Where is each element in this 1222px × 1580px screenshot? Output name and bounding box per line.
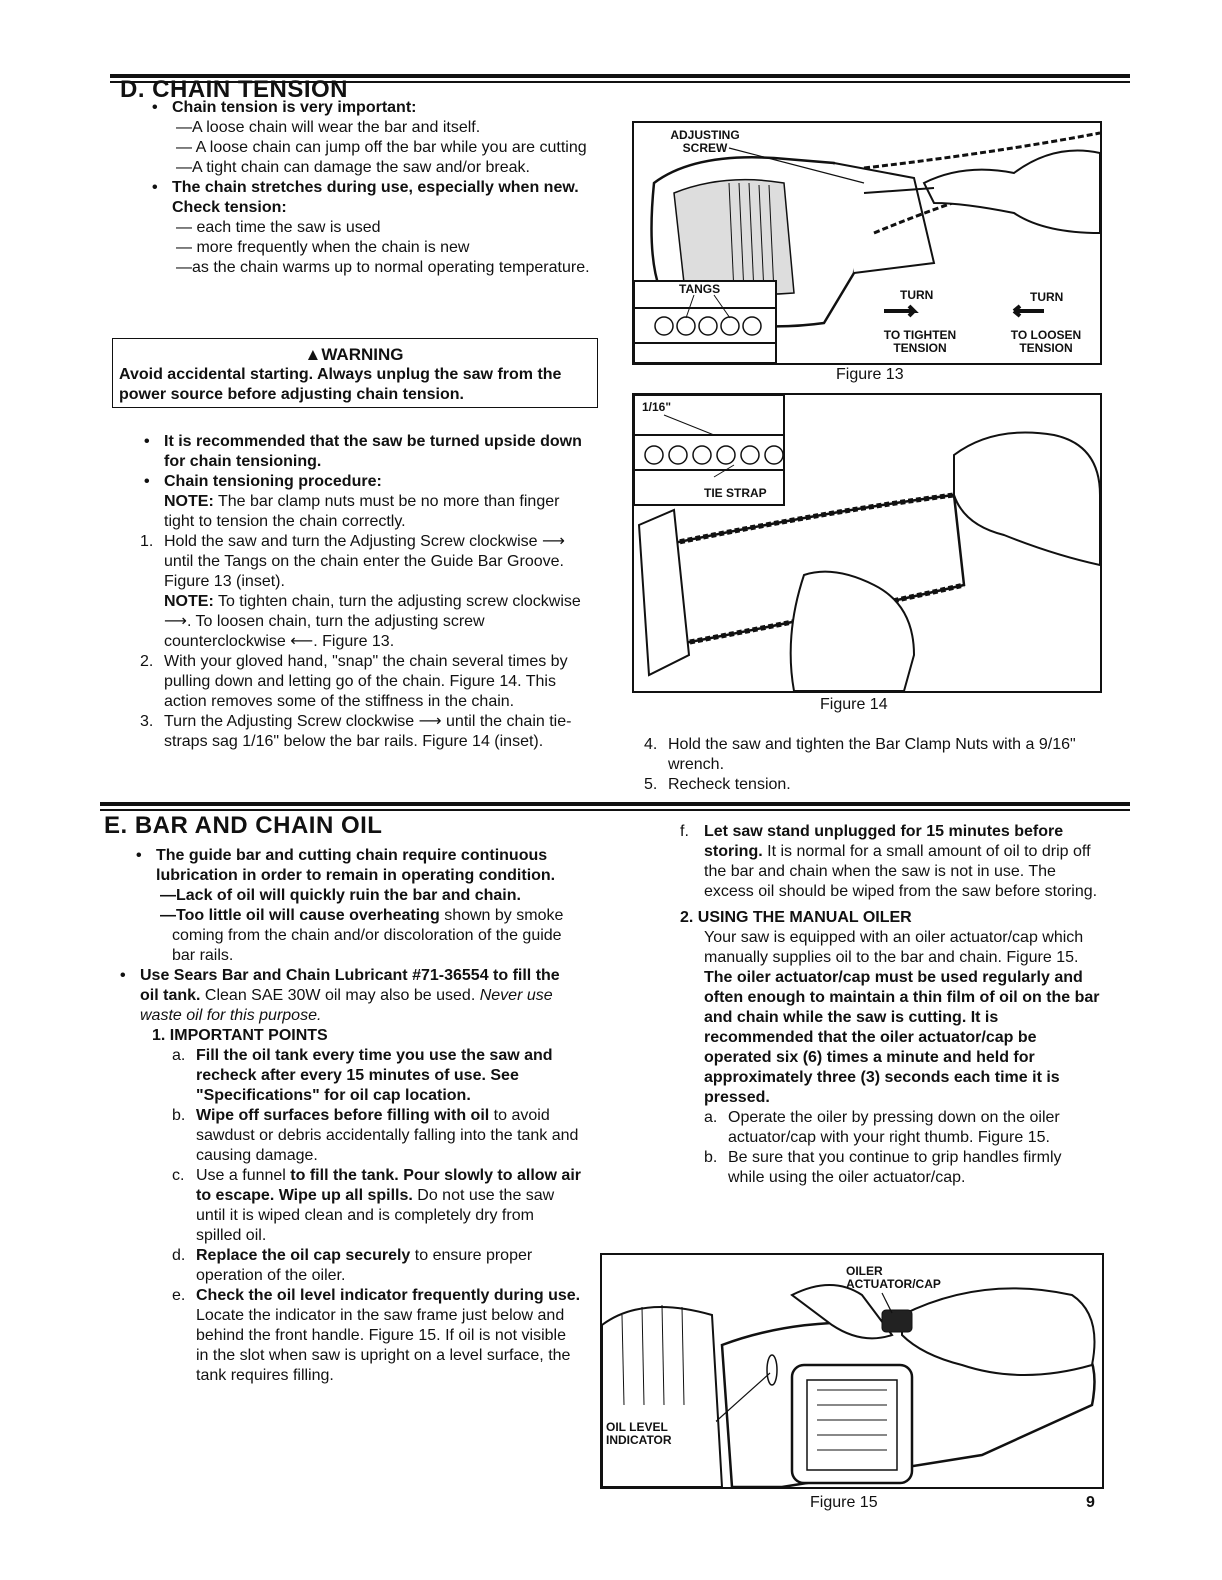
bullet-chain-tension: • Chain tension is very important: (148, 98, 590, 118)
bullet-lubrication: • The guide bar and cutting chain require continuous lubrication in order to remain in operating condition. (132, 846, 582, 886)
item-lack-of-oil: —Lack of oil will quickly ruin the bar and chain. (160, 887, 521, 904)
section-d-title: D. CHAIN TENSION (120, 76, 349, 103)
mid-rule-thin (100, 809, 1130, 811)
point-b: b. Wipe off surfaces before filling with oil to avoid sawdust or debris accidentally falling into the tank and causing damage. (172, 1107, 579, 1164)
warning-text: Avoid accidental starting. Always unplug the saw from the power source before adjusting chain tension. (119, 366, 562, 403)
figure-14-illustration (634, 395, 1100, 691)
label-tie-strap: TIE STRAP (704, 486, 767, 500)
label-to-tighten: TO TIGHTEN TENSION (883, 328, 957, 355)
dash-item: — each time the saw is used (176, 219, 381, 236)
label-to-loosen: TO LOOSEN TENSION (1010, 328, 1082, 355)
mid-rule-thick (100, 802, 1130, 806)
manual-oiler-title: 2. USING THE MANUAL OILER (680, 909, 912, 926)
section-e-right (680, 822, 1100, 1188)
item-too-little-oil: —Too little oil will cause overheating shown by smoke coming from the chain and/or discoloration of the guide bar rails. (160, 907, 564, 964)
bullet-procedure: • Chain tensioning procedure: (140, 472, 592, 492)
figure-15 (600, 1253, 1104, 1489)
dash-item: —A loose chain will wear the bar and itself. (176, 119, 481, 136)
step-4: 4. Hold the saw and tighten the Bar Clamp Nuts with a 9/16" wrench. (644, 736, 1076, 773)
warning-triangle-icon: ▲ (304, 345, 322, 364)
bullet-lubricant: • Use Sears Bar and Chain Lubricant #71-36554 to fill the oil tank. Clean SAE 30W oil may also be used. Never use waste oil for this purpose. (116, 966, 582, 1026)
point-e: e. Check the oil level indicator frequently during use. Locate the indicator in the saw frame just below and behind the front handle. Figure 15. If oil is not visible in the slot when saw is upright on a level surface, the tank requires filling. (172, 1287, 581, 1384)
important-points-title: 1. IMPORTANT POINTS (152, 1027, 328, 1044)
point-d: d. Replace the oil cap securely to ensure proper operation of the oiler. (172, 1247, 533, 1284)
arrow-ccw-icon (1014, 306, 1044, 316)
warning-box (112, 338, 598, 408)
figure-13 (632, 121, 1102, 365)
label-turn-tighten: TURN (900, 288, 934, 302)
step-2: 2. With your gloved hand, "snap" the chain several times by pulling down and letting go of the chain. Figure 14. This action removes some of the stiffness in the chain. (140, 653, 568, 710)
label-adjusting-screw: ADJUSTING SCREW (670, 128, 740, 155)
bullet-chain-stretches: • The chain stretches during use, especially when new. Check tension: (148, 178, 590, 218)
label-oiler-actuator: OILER ACTUATOR/CAP (846, 1264, 941, 1291)
dash-item: —A tight chain can damage the saw and/or break. (176, 159, 530, 176)
section-d-right-steps (644, 735, 1104, 795)
figure-14 (632, 393, 1102, 693)
manual-oiler-text: Your saw is equipped with an oiler actuator/cap which manually supplies oil to the bar and chain. Figure 15. The oiler actuator/cap must be used regularly and often enough to maintain a thin film of oil on the bar and chain while the saw is cutting. It is recommended that the oiler actuator/cap be operated six (6) times a minute and held for approximately three (3) seconds each time it is pressed. (704, 929, 1100, 1106)
arrow-ccw-icon: ⟵ (290, 633, 314, 650)
figure-13-caption: Figure 13 (836, 366, 904, 383)
arrow-cw-icon: ⟶ (164, 613, 187, 630)
label-1-16: 1/16" (642, 400, 672, 414)
warning-heading: ▲WARNING (304, 345, 404, 364)
figure-15-caption: Figure 15 (810, 1494, 878, 1511)
section-d-procedure (140, 432, 592, 752)
manual-a: a. Operate the oiler by pressing down on the oiler actuator/cap with your right thumb. Figure 15. (704, 1109, 1060, 1146)
note-clamp-nuts: NOTE: The bar clamp nuts must be no more than finger tight to tension the chain correctly. (164, 493, 560, 530)
section-e-left (132, 846, 582, 1386)
section-d-intro (148, 98, 590, 278)
step-3: 3. Turn the Adjusting Screw clockwise ⟶ until the chain tie-straps sag 1/16" below the bar rails. Figure 14 (inset). (140, 713, 572, 750)
step-5: 5. Recheck tension. (644, 776, 791, 793)
point-f: f. Let saw stand unplugged for 15 minutes before storing. It is normal for a small amount of oil to drip off the bar and chain when the saw is not in use. The excess oil should be wiped from the saw before storing. (680, 823, 1098, 900)
note-tighten: NOTE: To tighten chain, turn the adjusting screw clockwise ⟶. To loosen chain, turn the adjusting screw counterclockwise ⟵. Figure 13. (164, 593, 581, 650)
point-c: c. Use a funnel to fill the tank. Pour slowly to allow air to escape. Wipe up all spills. Do not use the saw until it is wiped clean and is completely dry from spilled oil. (172, 1167, 581, 1244)
dash-item: — more frequently when the chain is new (176, 239, 470, 256)
section-e-title: E. BAR AND CHAIN OIL (104, 812, 383, 839)
dash-item: — A loose chain can jump off the bar while you are cutting (176, 139, 587, 156)
arrow-cw-icon (884, 306, 914, 316)
step-1: 1. Hold the saw and turn the Adjusting Screw clockwise ⟶ until the Tangs on the chain enter the Guide Bar Groove. Figure 13 (inset). (140, 533, 565, 590)
figure-14-caption: Figure 14 (820, 696, 888, 713)
figure-13-illustration (634, 123, 1100, 363)
page-number: 9 (1086, 1494, 1095, 1511)
bullet-upside-down: • It is recommended that the saw be turned upside down for chain tensioning. (140, 432, 592, 472)
point-a: a. Fill the oil tank every time you use the saw and recheck after every 15 minutes of use. See "Specifications" for oil cap location. (172, 1047, 553, 1104)
manual-b: b. Be sure that you continue to grip handles firmly while using the oiler actuator/cap. (704, 1149, 1062, 1186)
label-turn-loosen: TURN (1030, 290, 1064, 304)
label-oil-level: OIL LEVEL INDICATOR (606, 1421, 716, 1447)
arrow-cw-icon: ⟶ (541, 533, 565, 550)
dash-item: —as the chain warms up to normal operating temperature. (176, 259, 590, 276)
label-tangs: TANGS (679, 282, 721, 296)
arrow-cw-icon: ⟶ (418, 713, 442, 730)
